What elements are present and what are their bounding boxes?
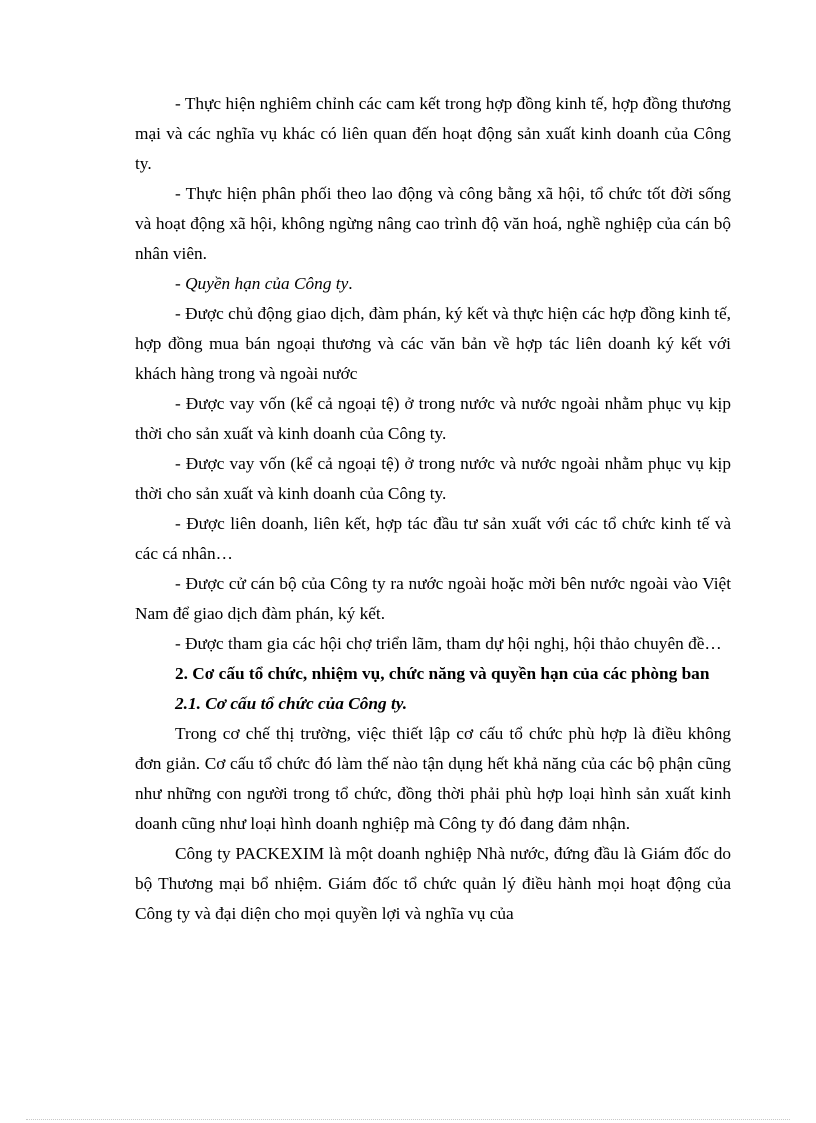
section-heading-2: 2. Cơ cấu tổ chức, nhiệm vụ, chức năng và quyền hạn của các phòng ban	[175, 664, 710, 683]
section-heading-2-1: 2.1. Cơ cấu tổ chức của Công ty.	[175, 694, 408, 713]
paragraph-packexim-intro: Công ty PACKEXIM là một doanh nghiệp Nhà nước, đứng đầu là Giám đốc do bộ Thương mại bổ nhiệm. Giám đốc tổ chức quản lý điều hành mọi hoạt động của Công ty và đại diện cho mọi quyền lợi và nghĩa vụ của	[135, 844, 731, 923]
paragraph-right-negotiation: - Được chủ động giao dịch, đàm phán, ký kết và thực hiện các hợp đồng kinh tế, hợp đồng mua bán ngoại thương và các văn bản về hợp tác liên doanh ký kết với khách hàng trong và ngoài nước	[135, 304, 731, 383]
paragraph-right-borrowing-repeat: - Được vay vốn (kể cả ngoại tệ) ở trong nước và nước ngoài nhằm phục vụ kịp thời cho sản xuất và kinh doanh của Công ty.	[135, 454, 731, 503]
subheading-suffix: .	[348, 274, 353, 293]
subheading-company-rights	[135, 269, 731, 299]
paragraph-obligation-distribution: - Thực hiện phân phối theo lao động và công bằng xã hội, tổ chức tốt đời sống và hoạt động xã hội, không ngừng nâng cao trình độ văn hoá, nghề nghiệp của cán bộ nhân viên.	[135, 184, 731, 263]
page-body	[135, 89, 731, 929]
paragraph-right-send-staff: - Được cử cán bộ của Công ty ra nước ngoài hoặc mời bên nước ngoài vào Việt Nam để giao dịch đàm phán, ký kết.	[135, 574, 731, 623]
paragraph-right-fairs: - Được tham gia các hội chợ triển lãm, tham dự hội nghị, hội thảo chuyên đề…	[175, 634, 722, 653]
page-bottom-divider	[26, 1119, 790, 1120]
paragraph-right-borrowing: - Được vay vốn (kể cả ngoại tệ) ở trong nước và nước ngoài nhằm phục vụ kịp thời cho sản xuất và kinh doanh của Công ty.	[135, 394, 731, 443]
subheading-prefix: -	[175, 274, 186, 293]
paragraph-obligation-contracts: - Thực hiện nghiêm chỉnh các cam kết trong hợp đồng kinh tế, hợp đồng thương mại và các nghĩa vụ khác có liên quan đến hoạt động sản xuất kinh doanh của Công ty.	[135, 94, 731, 173]
subheading-emphasis: Quyền hạn của Công ty	[185, 274, 349, 293]
paragraph-org-structure: Trong cơ chế thị trường, việc thiết lập cơ cấu tổ chức phù hợp là điều không đơn giản. Cơ cấu tổ chức đó làm thế nào tận dụng hết khả năng của các bộ phận cũng như những con người trong tổ chức, đồng thời phải phù hợp loại hình sản xuất kinh doanh cũng như loại hình doanh nghiệp mà Công ty đó đang đảm nhận.	[135, 724, 731, 833]
paragraph-right-joint-venture: - Được liên doanh, liên kết, hợp tác đầu tư sản xuất với các tổ chức kinh tế và các cá nhân…	[135, 514, 731, 563]
